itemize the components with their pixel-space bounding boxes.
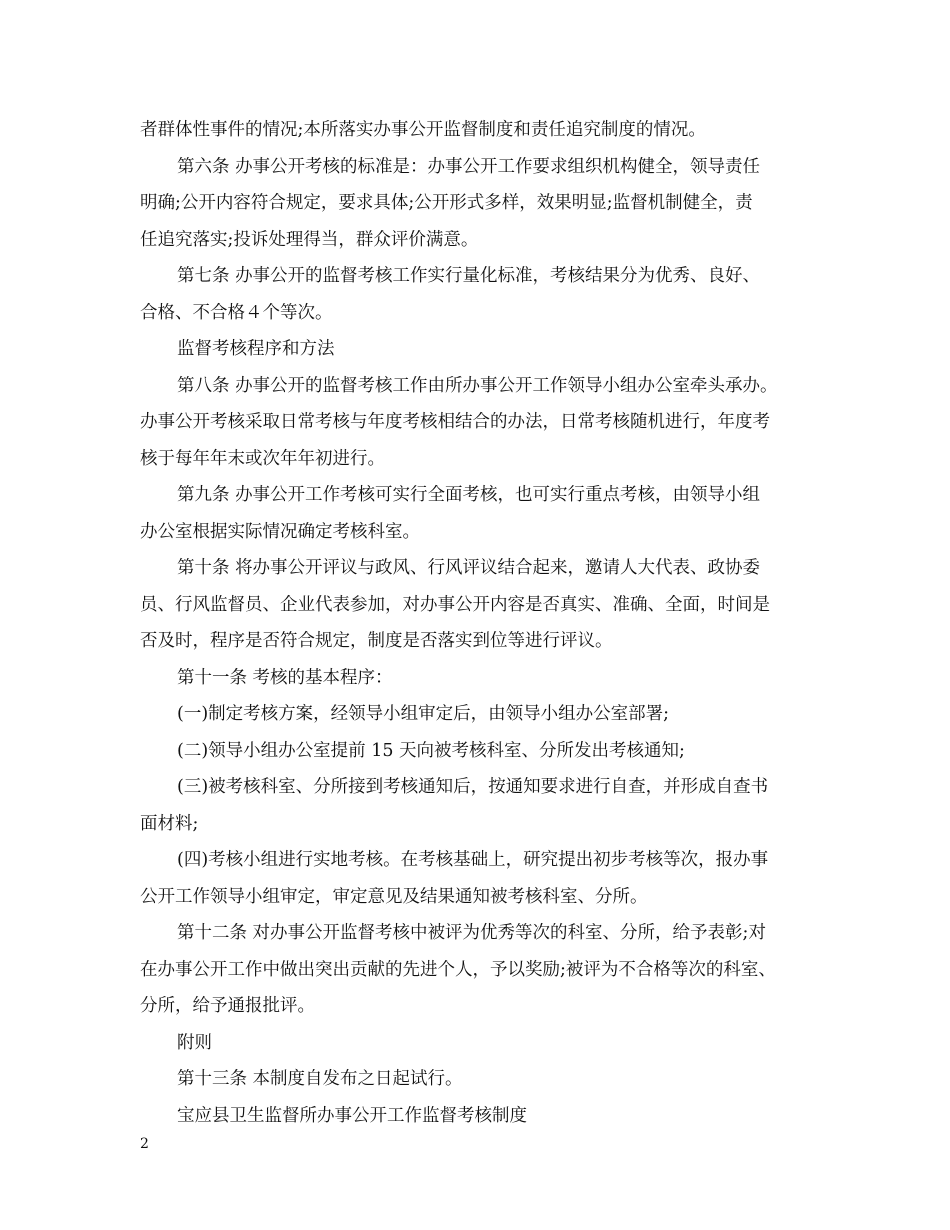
text-line: 公开工作领导小组审定，审定意见及结果通知被考核科室、分所。 — [140, 886, 648, 907]
list-item: (四)考核小组进行实地考核。在考核基础上，研究提出初步考核等次，报办事 — [177, 850, 769, 870]
text-line: 员、行风监督员、企业代表参加，对办事公开内容是否真实、准确、全面，时间是 — [140, 594, 770, 615]
section-heading: 监督考核程序和方法 — [177, 339, 335, 359]
page-number: 2 — [140, 1136, 149, 1152]
text-line: 否及时，程序是否符合规定，制度是否落实到位等进行评议。 — [140, 631, 613, 651]
text-line: 第九条 办事公开工作考核可实行全面考核，也可实行重点考核，由领导小组 — [177, 485, 761, 505]
text-line: 任追究落实;投诉处理得当，群众评价满意。 — [140, 229, 479, 250]
document-title-line: 宝应县卫生监督所办事公开工作监督考核制度 — [177, 1105, 527, 1126]
text-line: 第十一条 考核的基本程序： — [177, 667, 393, 688]
section-heading: 附则 — [177, 1032, 212, 1053]
text-line: 第八条 办事公开的监督考核工作由所办事公开工作领导小组办公室牵头承办。 — [177, 375, 778, 396]
text-line: 者群体性事件的情况;本所落实办事公开监督制度和责任追究制度的情况。 — [140, 120, 706, 140]
text-line: 合格、不合格４个等次。 — [140, 302, 333, 323]
text-line: 分所，给予通报批评。 — [140, 996, 315, 1016]
text-line: 第十条 将办事公开评议与政风、行风评议结合起来，邀请人大代表、政协委 — [177, 558, 761, 578]
text-line: 第七条 办事公开的监督考核工作实行量化标准，考核结果分为优秀、良好、 — [177, 266, 761, 286]
text-line: 面材料; — [140, 813, 199, 834]
text-line: 明确;公开内容符合规定，要求具体;公开形式多样，效果明显;监督机制健全，责 — [140, 193, 753, 213]
list-item: (一)制定考核方案，经领导小组审定后，由领导小组办公室部署; — [177, 704, 670, 724]
text-line: 第十二条 对办事公开监督考核中被评为优秀等次的科室、分所，给予表彰;对 — [177, 923, 766, 943]
text-line: 核于每年年末或次年年初进行。 — [140, 448, 385, 469]
body-text — [140, 112, 820, 1134]
list-item: (二)领导小组办公室提前 15 天向被考核科室、分所发出考核通知; — [177, 740, 685, 761]
text-line: 办事公开考核采取日常考核与年度考核相结合的办法，日常考核随机进行，年度考 — [140, 412, 770, 432]
list-item: (三)被考核科室、分所接到考核通知后，按通知要求进行自查，并形成自查书 — [177, 777, 769, 797]
text-line: 办公室根据实际情况确定考核科室。 — [140, 521, 420, 542]
text-line: 第六条 办事公开考核的标准是：办事公开工作要求组织机构健全，领导责任 — [177, 156, 761, 177]
text-line: 第十三条 本制度自发布之日起试行。 — [177, 1069, 463, 1089]
text-line: 在办事公开工作中做出突出贡献的先进个人，予以奖励;被评为不合格等次的科室、 — [140, 959, 776, 980]
